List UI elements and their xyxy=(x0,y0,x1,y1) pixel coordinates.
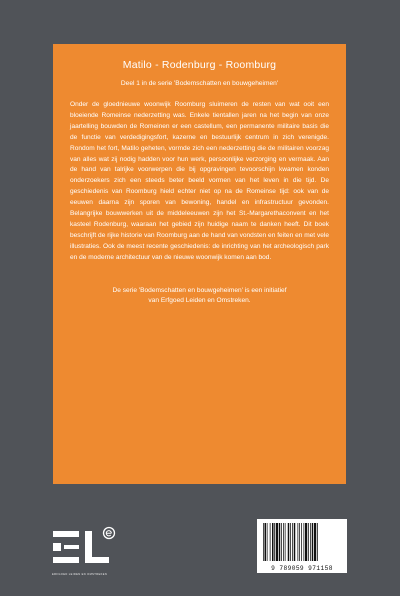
barcode-bars-icon xyxy=(261,523,343,561)
book-description: Onder de gloednieuwe woonwijk Roomburg sluimeren de resten van wat ooit een bloeiende Romeinse nederzetting was. Enkele tientallen jaren na het begin van onze jaartelling bouwden de Romeinen er een castellum, een permanente militaire basis die de functie van verdedigingsfort, kazerne en bestuurlijk centrum in zich verenigde. Rondom het fort, Matilo geheten, vormde zich een nederzetting die de militairen voorzag van alles wat zij nodig hadden voor hun werk, persoonlijke verzorging en vermaak. Aan de hand van talrijke voorwerpen die bij opgravingen tevoorschijn kwamen konden onderzoekers zich een steeds beter beeld vormen van het leven in die tijd. De geschiedenis van Roomburg hield echter niet op na de Romeinse tijd: ook van de eeuwen daarna zijn sporen van bewoning, handel en infrastructuur gevonden. Belangrijke bouwwerken uit de middeleeuwen zijn het St.-Margarethaconvent en het kasteel Rodenburg, waaraan het gebied zijn huidige naam te danken heeft. Dit boek beschrijft de rijke historie van Roomburg aan de hand van vondsten en feiten en met vele illustraties. Ook de meest recente geschiedenis: de inrichting van het archeologisch park en de moderne architectuur van de nieuwe woonwijk komen aan bod. xyxy=(70,101,329,261)
back-cover-panel xyxy=(53,44,346,484)
series-subtitle: Deel 1 in de serie 'Bodemschatten en bouwgeheimen' xyxy=(120,80,279,87)
initiative-line-1: De serie 'Bodemschatten en bouwgeheimen' is een initiatief xyxy=(112,286,287,294)
publisher-logo-icon xyxy=(53,519,123,579)
initiative-line-2: van Erfgoed Leiden en Omstreken. xyxy=(148,297,251,305)
isbn-number: 9 789059 971158 xyxy=(271,565,333,572)
publisher-caption: ERFGOED LEIDEN EN OMSTREKEN xyxy=(52,573,108,576)
series-initiative xyxy=(70,286,329,307)
book-title: Matilo - Rodenburg - Roomburg xyxy=(122,59,277,71)
barcode xyxy=(257,519,347,573)
